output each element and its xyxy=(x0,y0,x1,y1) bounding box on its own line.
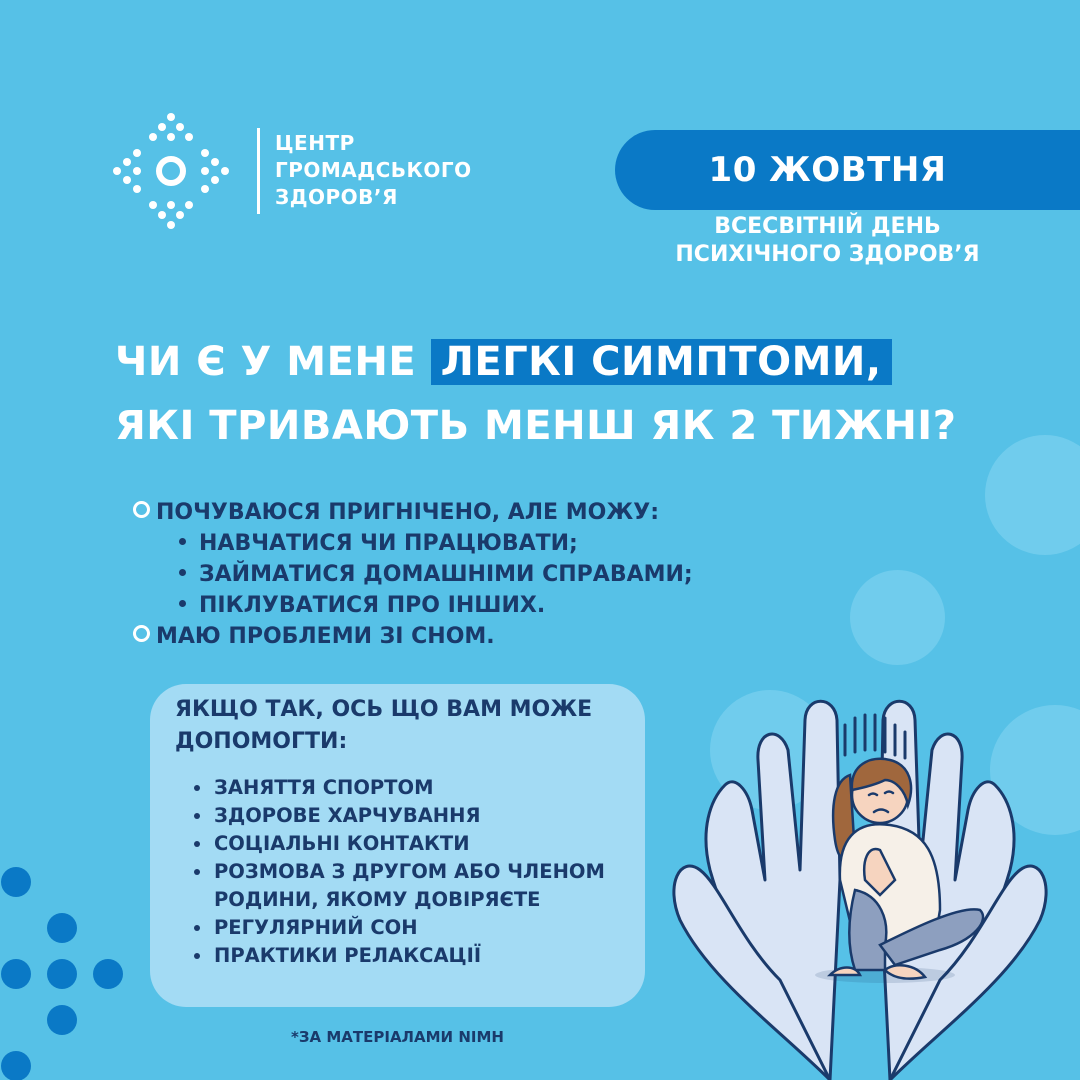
circle-bullet-icon xyxy=(133,625,150,642)
checklist-sub-item-label: НАВЧАТИСЯ ЧИ ПРАЦЮВАТИ; xyxy=(199,531,578,556)
source-note: *ЗА МАТЕРІАЛАМИ NIMH xyxy=(291,1028,504,1046)
checklist-item xyxy=(133,497,693,528)
bullet-dot-icon xyxy=(179,600,186,607)
symptom-checklist xyxy=(133,497,693,652)
logo-line: ГРОМАДСЬКОГО xyxy=(275,158,472,182)
help-item: РОЗМОВА З ДРУГОМ АБО ЧЛЕНОМ РОДИНИ, ЯКОМУ ДОВІРЯЄТЕ xyxy=(192,858,612,914)
decorative-bubble xyxy=(850,570,945,665)
checklist-item-label: ПОЧУВАЮСЯ ПРИГНІЧЕНО, АЛЕ МОЖУ: xyxy=(156,500,659,525)
headline-highlight: ЛЕГКІ СИМПТОМИ, xyxy=(431,339,892,385)
circle-bullet-icon xyxy=(133,501,150,518)
decorative-dot-grid xyxy=(0,860,130,1080)
headline xyxy=(115,330,956,458)
headline-line2: ЯКІ ТРИВАЮТЬ МЕНШ ЯК 2 ТИЖНІ? xyxy=(115,403,957,449)
headline-part: ЧИ Є У МЕНЕ xyxy=(115,339,417,385)
help-item: РЕГУЛЯРНИЙ СОН xyxy=(192,914,612,942)
checklist-item-label: МАЮ ПРОБЛЕМИ ЗІ СНОМ. xyxy=(156,624,495,649)
help-item: ПРАКТИКИ РЕЛАКСАЦІЇ xyxy=(192,942,612,970)
logo-line: ЗДОРОВ’Я xyxy=(275,185,398,209)
event-date: 10 ЖОВТНЯ xyxy=(708,150,947,190)
help-title: ЯКЩО ТАК, ОСЬ ЩО ВАМ МОЖЕ ДОПОМОГТИ: xyxy=(175,697,593,754)
checklist-item xyxy=(133,621,693,652)
help-list xyxy=(192,774,612,970)
dotted-diamond-logo-icon xyxy=(110,110,232,232)
logo-divider xyxy=(257,128,260,214)
checklist-sub-item xyxy=(133,528,693,559)
help-item: СОЦІАЛЬНІ КОНТАКТИ xyxy=(192,830,612,858)
help-item: ЗАНЯТТЯ СПОРТОМ xyxy=(192,774,612,802)
checklist-sub-item-label: ПІКЛУВАТИСЯ ПРО ІНШИХ. xyxy=(199,593,546,618)
logo-line: ЦЕНТР xyxy=(275,131,355,155)
checklist-sub-item xyxy=(133,559,693,590)
event-name-line: ПСИХІЧНОГО ЗДОРОВ’Я xyxy=(675,242,980,267)
event-name-line: ВСЕСВІТНІЙ ДЕНЬ xyxy=(714,214,941,239)
logo-wordmark xyxy=(275,130,472,211)
bullet-dot-icon xyxy=(179,538,186,545)
bullet-dot-icon xyxy=(179,569,186,576)
decorative-bubble xyxy=(985,435,1080,555)
checklist-sub-item xyxy=(133,590,693,621)
hands-holding-person-illustration xyxy=(640,680,1080,1080)
help-item: ЗДОРОВЕ ХАРЧУВАННЯ xyxy=(192,802,612,830)
checklist-sub-item-label: ЗАЙМАТИСЯ ДОМАШНІМИ СПРАВАМИ; xyxy=(199,562,693,587)
event-name xyxy=(615,213,1040,269)
